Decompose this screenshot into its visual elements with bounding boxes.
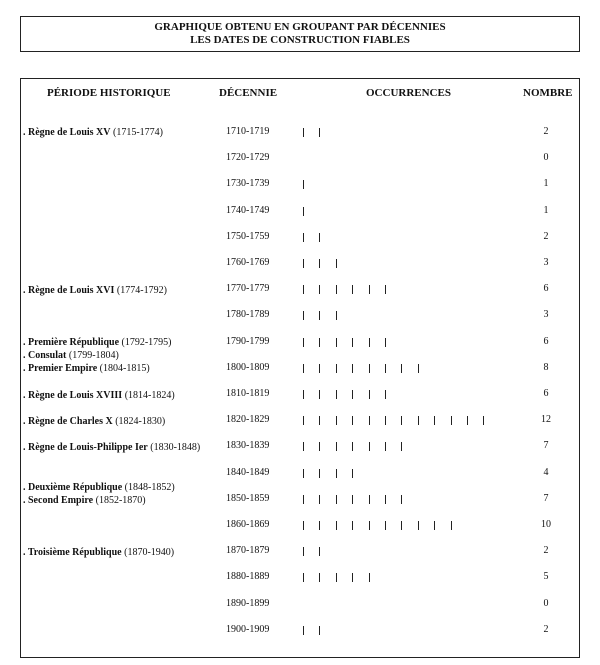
occurrence-mark [401, 521, 402, 530]
decade-label: 1900-1909 [226, 623, 270, 635]
count-value: 12 [541, 414, 551, 426]
period-label [23, 495, 146, 507]
occurrence-mark [467, 416, 468, 425]
occurrence-mark [352, 390, 353, 399]
occurrence-mark [319, 259, 320, 268]
occurrence-mark [352, 416, 353, 425]
count-value: 4 [543, 466, 549, 478]
header-count: NOMBRE [523, 87, 573, 99]
decade-label: 1770-1779 [226, 283, 270, 295]
occurrence-mark [319, 495, 320, 504]
occurrence-mark [369, 416, 370, 425]
occurrence-mark [336, 469, 337, 478]
period-dates: (1814-1824) [124, 390, 175, 401]
occurrence-mark [336, 390, 337, 399]
decade-label: 1830-1839 [226, 440, 270, 452]
period-dates: (1715-1774) [113, 127, 164, 138]
occurrence-mark [303, 390, 304, 399]
decade-label: 1880-1889 [226, 571, 270, 583]
period-dates: (1870-1940) [124, 547, 175, 558]
occurrence-mark [303, 416, 304, 425]
occurrence-mark [303, 521, 304, 530]
period-dates: (1799-1804) [68, 350, 119, 361]
occurrence-mark [352, 442, 353, 451]
header-occurrences: OCCURRENCES [366, 87, 451, 99]
occurrence-mark [401, 442, 402, 451]
occurrence-mark [303, 495, 304, 504]
decade-label: 1750-1759 [226, 230, 270, 242]
decade-label: 1820-1829 [226, 414, 270, 426]
occurrence-mark [451, 521, 452, 530]
occurrence-mark [369, 521, 370, 530]
occurrence-mark [336, 521, 337, 530]
period-name: . Règne de Louis XV [23, 127, 111, 138]
count-value: 1 [543, 178, 549, 190]
period-name: . Règne de Charles X [23, 416, 113, 427]
occurrence-mark [451, 416, 452, 425]
occurrence-mark [336, 311, 337, 320]
occurrence-mark [336, 416, 337, 425]
count-value: 8 [543, 361, 549, 373]
period-name: . Premier Empire [23, 363, 98, 374]
period-dates: (1774-1792) [116, 285, 167, 296]
count-value: 2 [543, 230, 549, 242]
occurrence-mark [319, 285, 320, 294]
occurrence-mark [369, 442, 370, 451]
occurrence-mark [303, 311, 304, 320]
header-period: PÉRIODE HISTORIQUE [47, 87, 171, 99]
occurrence-mark [369, 338, 370, 347]
occurrence-mark [336, 285, 337, 294]
occurrence-mark [352, 285, 353, 294]
occurrence-mark [352, 573, 353, 582]
occurrence-mark [303, 180, 304, 189]
count-value: 7 [543, 440, 549, 452]
period-name: . Règne de Louis XVIII [23, 390, 123, 401]
period-name: . Première République [23, 337, 120, 348]
occurrence-mark [336, 364, 337, 373]
occurrence-mark [401, 495, 402, 504]
occurrence-mark [319, 573, 320, 582]
occurrence-mark [385, 495, 386, 504]
occurrence-mark [418, 416, 419, 425]
decade-label: 1840-1849 [226, 466, 270, 478]
occurrence-mark [385, 390, 386, 399]
occurrence-mark [319, 521, 320, 530]
decade-label: 1780-1789 [226, 309, 270, 321]
occurrence-mark [319, 547, 320, 556]
occurrence-mark [385, 285, 386, 294]
occurrence-mark [303, 259, 304, 268]
occurrence-mark [352, 469, 353, 478]
count-value: 5 [543, 571, 549, 583]
occurrence-mark [369, 495, 370, 504]
occurrence-mark [319, 128, 320, 137]
count-value: 2 [543, 623, 549, 635]
occurrence-mark [319, 311, 320, 320]
decade-label: 1730-1739 [226, 178, 270, 190]
period-dates: (1804-1815) [99, 363, 150, 374]
chart-title-line-2: LES DATES DE CONSTRUCTION FIABLES [190, 34, 410, 46]
period-name: . Troisième République [23, 547, 122, 558]
occurrence-mark [303, 207, 304, 216]
occurrence-mark [352, 364, 353, 373]
occurrence-mark [385, 416, 386, 425]
period-dates: (1848-1852) [124, 482, 175, 493]
decade-label: 1850-1859 [226, 492, 270, 504]
occurrence-mark [418, 364, 419, 373]
occurrence-mark [319, 390, 320, 399]
header-decade: DÉCENNIE [219, 87, 278, 99]
occurrence-mark [303, 285, 304, 294]
period-label [23, 442, 200, 454]
period-name: . Règne de Louis-Philippe Ier [23, 442, 148, 453]
chart-title-box [20, 16, 580, 52]
period-name: . Deuxième République [23, 482, 123, 493]
period-label [23, 482, 175, 494]
occurrence-mark [319, 338, 320, 347]
occurrence-mark [319, 416, 320, 425]
period-label [23, 416, 165, 428]
occurrence-mark [303, 469, 304, 478]
period-label [23, 337, 172, 349]
count-value: 6 [543, 283, 549, 295]
occurrence-mark [336, 495, 337, 504]
occurrence-mark [303, 442, 304, 451]
occurrence-mark [319, 233, 320, 242]
occurrence-mark [369, 364, 370, 373]
period-dates: (1830-1848) [150, 442, 201, 453]
occurrence-mark [369, 285, 370, 294]
decade-label: 1710-1719 [226, 126, 270, 137]
occurrence-mark [401, 416, 402, 425]
occurrence-mark [336, 573, 337, 582]
count-value: 2 [543, 126, 549, 137]
count-value: 2 [543, 545, 549, 557]
occurrence-mark [303, 233, 304, 242]
decade-label: 1870-1879 [226, 545, 270, 557]
period-name: . Consulat [23, 350, 67, 361]
occurrence-mark [352, 338, 353, 347]
decade-label: 1890-1899 [226, 597, 270, 609]
period-name: . Règne de Louis XVI [23, 285, 115, 296]
occurrence-mark [434, 416, 435, 425]
period-label [23, 390, 175, 402]
occurrence-mark [369, 573, 370, 582]
occurrence-mark [336, 259, 337, 268]
count-value: 0 [543, 152, 549, 164]
occurrence-table [20, 78, 580, 658]
decade-label: 1790-1799 [226, 335, 270, 347]
occurrence-mark [352, 495, 353, 504]
period-label [23, 285, 167, 297]
occurrence-mark [401, 364, 402, 373]
count-value: 7 [543, 492, 549, 504]
period-label [23, 350, 119, 362]
occurrence-mark [385, 521, 386, 530]
occurrence-mark [319, 364, 320, 373]
period-dates: (1792-1795) [121, 337, 172, 348]
occurrence-mark [336, 442, 337, 451]
occurrence-mark [434, 521, 435, 530]
occurrence-mark [303, 626, 304, 635]
decade-label: 1740-1749 [226, 204, 270, 216]
occurrence-mark [385, 338, 386, 347]
occurrence-mark [369, 390, 370, 399]
occurrence-mark [336, 338, 337, 347]
occurrence-mark [385, 442, 386, 451]
occurrence-mark [303, 573, 304, 582]
count-value: 6 [543, 335, 549, 347]
period-label [23, 547, 174, 559]
decade-label: 1760-1769 [226, 257, 270, 268]
occurrence-mark [418, 521, 419, 530]
period-label [23, 363, 150, 375]
period-name: . Second Empire [23, 495, 94, 506]
occurrence-mark [319, 469, 320, 478]
occurrence-mark [483, 416, 484, 425]
decade-label: 1800-1809 [226, 361, 270, 373]
count-value: 10 [541, 519, 551, 530]
period-dates: (1824-1830) [115, 416, 166, 427]
chart-title-line-1: GRAPHIQUE OBTENU EN GROUPANT PAR DÉCENNIES [154, 21, 446, 33]
count-value: 3 [543, 257, 549, 268]
count-value: 3 [543, 309, 549, 321]
period-dates: (1852-1870) [95, 495, 146, 506]
decade-label: 1860-1869 [226, 519, 270, 530]
count-value: 6 [543, 388, 549, 399]
decade-label: 1810-1819 [226, 388, 270, 399]
count-value: 1 [543, 204, 549, 216]
occurrence-mark [352, 521, 353, 530]
decade-label: 1720-1729 [226, 152, 270, 164]
occurrence-mark [319, 442, 320, 451]
period-label [23, 127, 163, 139]
count-value: 0 [543, 597, 549, 609]
occurrence-mark [319, 626, 320, 635]
occurrence-mark [303, 338, 304, 347]
occurrence-mark [303, 128, 304, 137]
occurrence-mark [303, 547, 304, 556]
occurrence-mark [303, 364, 304, 373]
occurrence-mark [385, 364, 386, 373]
